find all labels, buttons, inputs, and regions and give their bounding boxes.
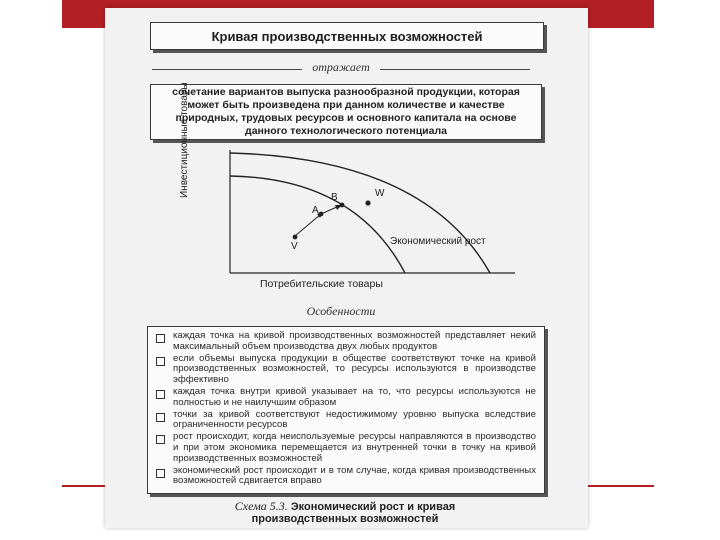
feature-text: рост происходит, когда неиспользуемые ресурсы направляются в производство и при этом экономика перемещается из внутренней точки в точку на кривой производственных возможностей	[173, 431, 536, 464]
title-box	[150, 22, 544, 50]
feature-item	[154, 354, 536, 386]
description-box	[150, 84, 542, 140]
checkbox-bullet-icon	[156, 469, 165, 478]
point-b-dot	[340, 203, 345, 208]
y-axis-label: Инвестиционные товары	[179, 82, 190, 198]
point-w-label: W	[375, 188, 385, 199]
checkbox-bullet-icon	[156, 413, 165, 422]
connector-text: отражает	[312, 60, 370, 74]
feature-text: экономический рост происходит и в том случае, когда кривая производственных возможностей сдвигается вправо	[173, 464, 536, 487]
growth-label: Экономический рост	[390, 236, 486, 247]
feature-text: точки за кривой соответствуют недостижимому уровню выпуска вследствие ограниченности ресурсов	[173, 408, 536, 431]
feature-item	[154, 432, 536, 464]
features-title: Особенности	[306, 304, 376, 318]
scanned-page	[105, 8, 588, 528]
features-heading	[152, 304, 530, 319]
feature-item	[154, 466, 536, 488]
checkbox-bullet-icon	[156, 435, 165, 444]
features-box	[147, 326, 545, 494]
connector-reflects	[152, 60, 530, 75]
feature-text: если объемы выпуска продукции в обществе соответствуют точке на кривой производственных возможностей, то ресурсы используются в производстве эффективно	[173, 352, 536, 386]
checkbox-bullet-icon	[156, 334, 165, 343]
feature-text: каждая точка на кривой производственных возможностей представляет некий максимальный объем производства двух любых продуктов	[173, 330, 536, 352]
point-v-label: V	[291, 241, 298, 252]
figure-caption	[195, 500, 495, 525]
description-text: сочетание вариантов выпуска разнообразной продукции, которая может быть произведена при данном количестве и качестве природных, трудовых ресурсов и основного капитала на основе данного технологического потенциала	[172, 86, 520, 137]
connector-line-left	[152, 69, 302, 70]
point-b-label: B	[331, 192, 338, 203]
point-a-dot	[319, 212, 324, 217]
point-v-dot	[293, 235, 298, 240]
point-a-label: A	[312, 205, 319, 216]
caption-schema: Схема 5.3.	[234, 499, 288, 513]
feature-item	[154, 331, 536, 353]
connector-line-right	[380, 69, 530, 70]
x-axis-label: Потребительские товары	[260, 278, 383, 290]
feature-item	[154, 410, 536, 432]
ppf-curve-outer	[230, 153, 490, 273]
checkbox-bullet-icon	[156, 390, 165, 399]
point-w-dot	[365, 200, 370, 205]
checkbox-bullet-icon	[156, 357, 165, 366]
page-title: Кривая производственных возможностей	[211, 28, 483, 44]
feature-text: каждая точка внутри кривой указывает на то, что ресурсы используются не полностью и не наилучшим образом	[173, 385, 536, 408]
feature-item	[154, 387, 536, 409]
caption-text: Экономический рост и кривая производственных возможностей	[251, 501, 456, 525]
arrow-v-to-a	[295, 214, 321, 236]
